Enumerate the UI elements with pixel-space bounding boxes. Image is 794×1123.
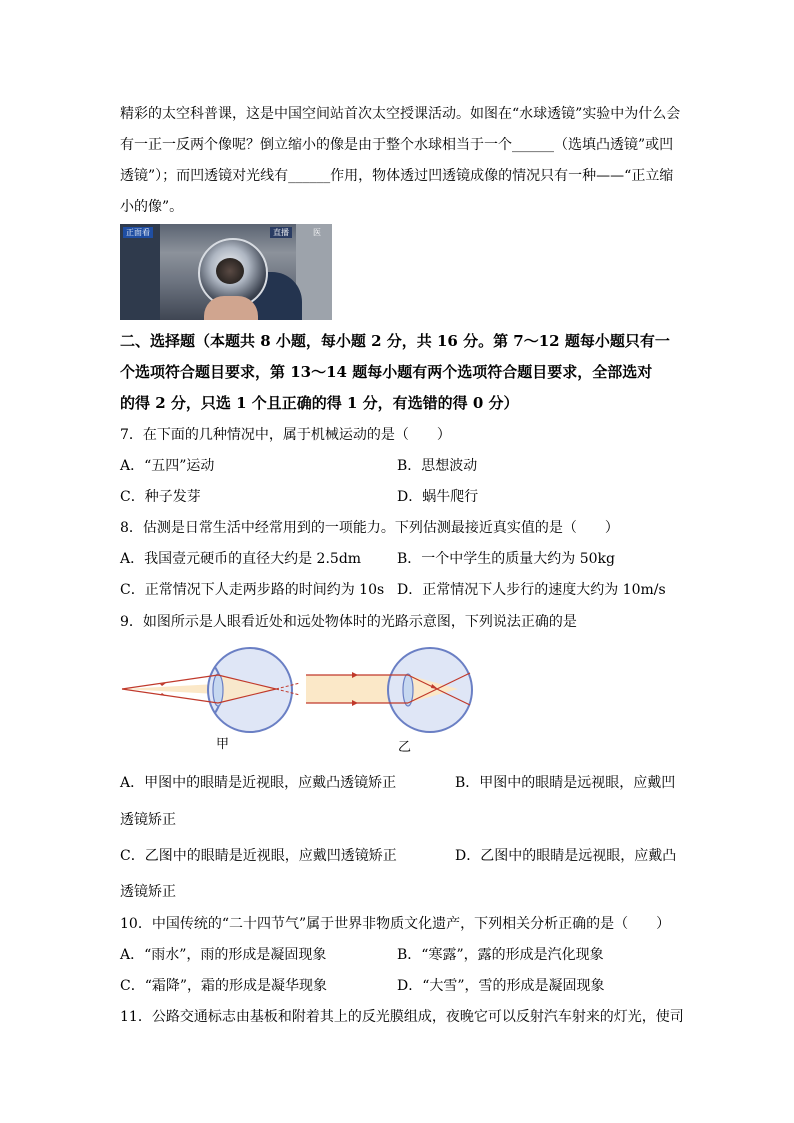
photo-tag-right: 医 (313, 228, 321, 237)
q8-option-c: C．正常情况下人走两步路的时间约为 10s (120, 582, 385, 598)
q10-stem: 10．中国传统的“二十四节气”属于世界非物质文化遗产，下列相关分析正确的是（ ） (120, 916, 671, 932)
intro-line-1: 精彩的太空科普课，这是中国空间站首次太空授课活动。如图在“水球透镜”实验中为什么会 (120, 106, 681, 122)
q8-option-d: D．正常情况下人步行的速度大约为 10m/s (397, 582, 666, 598)
section-2-line-1: 二、选择题（本题共 8 小题，每小题 2 分，共 16 分。第 7～12 题每小题只有一 (120, 332, 670, 350)
q9-option-c: C．乙图中的眼睛是近视眼，应戴凹透镜矫正 (120, 848, 397, 864)
q10-option-c: C．“霜降”，霜的形成是凝华现象 (120, 978, 328, 994)
q8-stem: 8．估测是日常生活中经常用到的一项能力。下列估测最接近真实值的是（ ） (120, 520, 619, 536)
q8-option-a: A．我国壹元硬币的直径大约是 2.5dm (120, 551, 362, 567)
label-yi: 乙 (398, 740, 412, 755)
eye-yi (306, 648, 472, 732)
q7-option-c: C．种子发芽 (120, 489, 201, 505)
q7-option-a: A．“五四”运动 (120, 458, 215, 474)
photo-tag-mid: 直播 (270, 227, 292, 238)
lens-jia (213, 674, 223, 706)
eye-jia (122, 648, 300, 732)
q10-option-a: A．“雨水”，雨的形成是凝固现象 (120, 947, 327, 963)
intro-line-3: 透镜”）；而凹透镜对光线有______作用，物体透过凹透镜成像的情况只有一种——“正立缩 (120, 168, 674, 184)
q9-option-d-cont: 透镜矫正 (120, 884, 176, 900)
section-2-line-2: 个选项符合题目要求，第 13～14 题每小题有两个选项符合题目要求，全部选对 (120, 363, 653, 381)
q11-stem: 11．公路交通标志由基板和附着其上的反光膜组成，夜晚它可以反射汽车射来的灯光，使司 (120, 1009, 684, 1025)
q9-stem: 9．如图所示是人眼看近处和远处物体时的光路示意图，下列说法正确的是 (120, 614, 577, 630)
q7-option-b: B．思想波动 (397, 458, 478, 474)
q9-option-b-cont: 透镜矫正 (120, 812, 176, 828)
eye-light-path-diagram (120, 645, 480, 757)
section-2-line-3: 的得 2 分，只选 1 个且正确的得 1 分，有选错的得 0 分） (120, 394, 519, 412)
intro-line-4: 小的像”。 (120, 199, 184, 215)
q7-option-d: D．蜗牛爬行 (397, 489, 479, 505)
q9-option-b: B．甲图中的眼睛是远视眼，应戴凹 (455, 775, 676, 791)
photo-tag-left: 正面看 (123, 227, 153, 238)
intro-line-2: 有一正一反两个像呢？倒立缩小的像是由于整个水球相当于一个______（选填凸透镜”或凹 (120, 137, 674, 153)
q8-option-b: B．一个中学生的质量大约为 50kg (397, 551, 615, 567)
q10-option-b: B．“寒露”，露的形成是汽化现象 (397, 947, 604, 963)
water-ball-photo (120, 224, 332, 320)
q9-option-a: A．甲图中的眼睛是近视眼，应戴凸透镜矫正 (120, 775, 397, 791)
q10-option-d: D．“大雪”，雪的形成是凝固现象 (397, 978, 605, 994)
q9-option-d: D．乙图中的眼睛是远视眼，应戴凸 (455, 848, 677, 864)
label-jia: 甲 (216, 737, 230, 752)
q7-stem: 7．在下面的几种情况中，属于机械运动的是（ ） (120, 427, 451, 443)
